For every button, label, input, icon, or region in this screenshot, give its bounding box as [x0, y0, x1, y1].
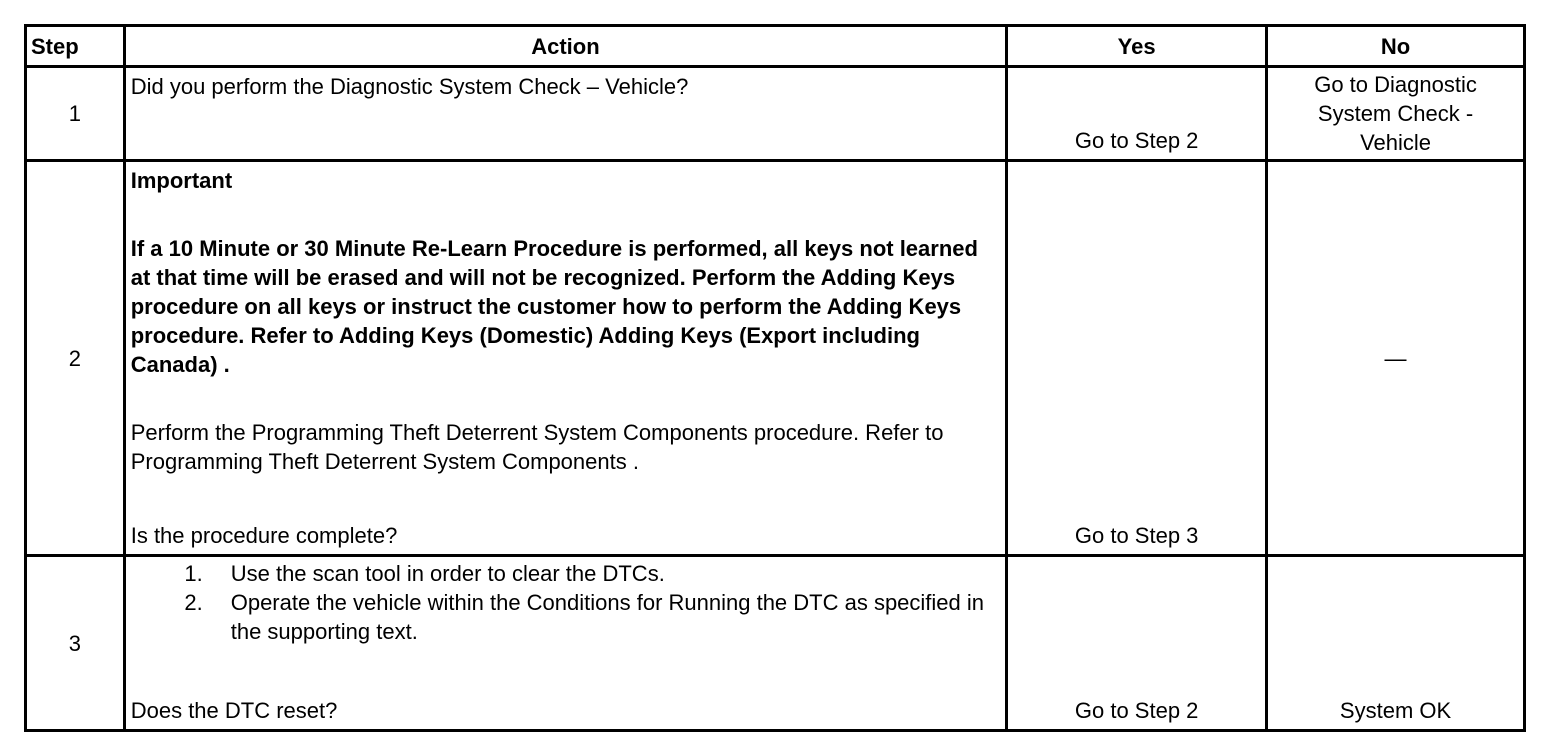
- list-item: [131, 559, 1001, 588]
- no-cell: [1267, 67, 1525, 161]
- header-no: No: [1267, 26, 1525, 67]
- table-row: [26, 161, 1525, 556]
- procedure-instruction: Perform the Programming Theft Deterrent System Components procedure. Refer to Programming Theft Deterrent System Components .: [130, 420, 944, 474]
- list-item-number: 2.: [184, 590, 203, 615]
- action-cell: [124, 556, 1006, 731]
- action-cell: [124, 161, 1006, 556]
- no-cell: —: [1267, 161, 1525, 556]
- header-step: Step: [26, 26, 125, 67]
- action-question: Does the DTC reset?: [130, 698, 338, 723]
- header-yes: Yes: [1007, 26, 1267, 67]
- action-question: Is the procedure complete?: [130, 523, 398, 548]
- yes-cell: Go to Step 2: [1007, 67, 1267, 161]
- table-row: [26, 67, 1525, 161]
- step-number: 3: [26, 556, 125, 731]
- no-cell-text: Go to Diagnostic System Check - Vehicle: [1314, 72, 1477, 155]
- action-question: Did you perform the Diagnostic System Check – Vehicle?: [130, 74, 689, 99]
- list-item: [131, 588, 1001, 646]
- list-item-text: Use the scan tool in order to clear the DTCs.: [230, 561, 665, 586]
- no-cell: System OK: [1267, 556, 1525, 731]
- header-row: [26, 26, 1525, 67]
- action-steps-list: [131, 559, 1001, 646]
- yes-cell: Go to Step 3: [1007, 161, 1267, 556]
- list-item-text: Operate the vehicle within the Conditions for Running the DTC as specified in the supporting text.: [230, 590, 985, 644]
- step-number: 2: [26, 161, 125, 556]
- important-label: Important: [130, 168, 233, 193]
- list-item-number: 1.: [184, 561, 203, 586]
- important-note: If a 10 Minute or 30 Minute Re-Learn Procedure is performed, all keys not learned at that time will be erased and will not be recognized. Perform the Adding Keys procedure on all keys or instruct the customer how to perform the Adding Keys procedure. Refer to Adding Keys (Domestic) Adding Keys (Export including Canada) .: [130, 236, 978, 377]
- header-action: Action: [124, 26, 1006, 67]
- step-number: 1: [26, 67, 125, 161]
- action-cell: [124, 67, 1006, 161]
- table-row: [26, 556, 1525, 731]
- diagnostic-table: [24, 24, 1526, 732]
- yes-cell: Go to Step 2: [1007, 556, 1267, 731]
